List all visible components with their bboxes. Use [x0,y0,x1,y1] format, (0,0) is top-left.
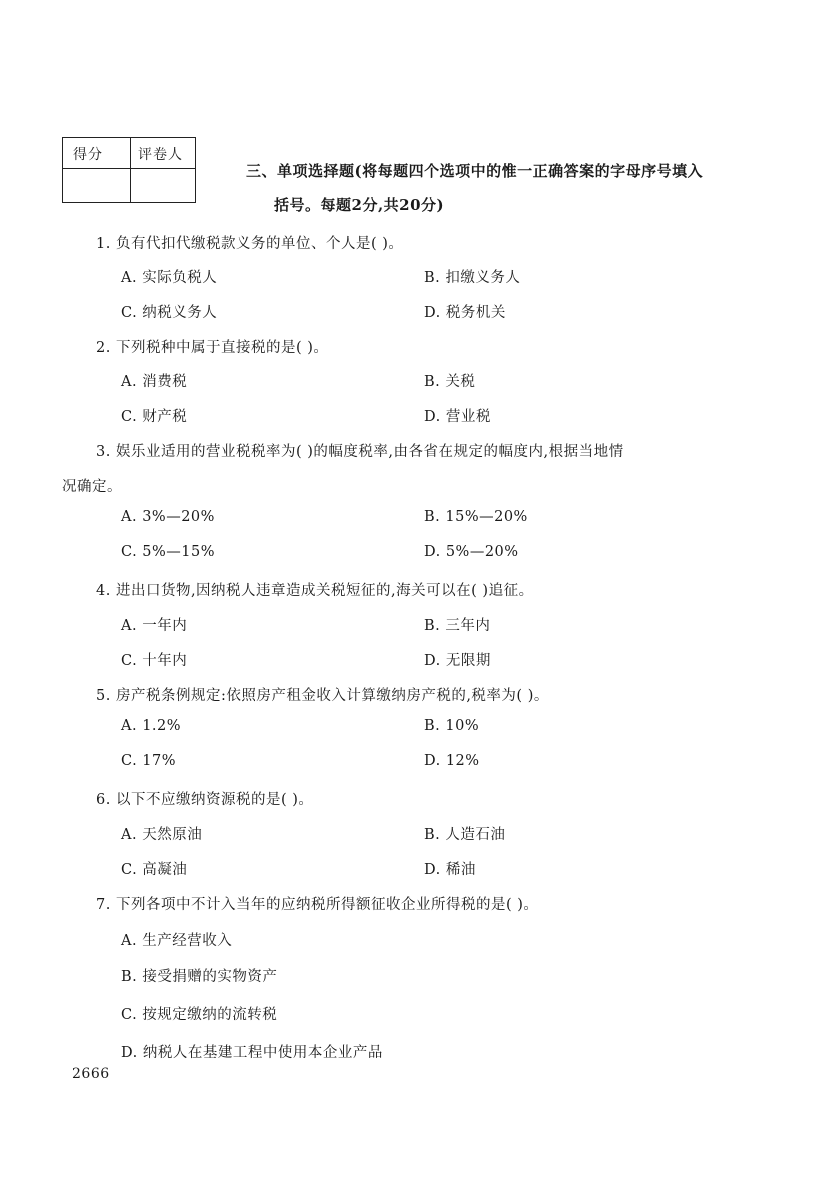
option-5a: A. 1.2% [121,718,182,734]
option-7d: D. 纳税人在基建工程中使用本企业产品 [121,1045,383,1061]
section-title: 三、单项选择题(将每题四个选项中的惟一正确答案的字母序号填入 [246,162,704,180]
score-label: 得分 [73,147,103,163]
option-7c: C. 按规定缴纳的流转税 [121,1007,278,1023]
score-box [62,137,196,203]
option-7b: B. 接受捐赠的实物资产 [121,969,278,985]
option-3d: D. 5%—20% [424,544,519,560]
option-3b: B. 15%—20% [424,509,528,525]
option-1c: C. 纳税义务人 [121,305,218,321]
option-2b: B. 关税 [424,374,476,390]
section-title-cont: 括号。每题2分,共20分) [274,196,445,214]
question-1: 1. 负有代扣代缴税款义务的单位、个人是( )。 [96,236,404,252]
question-4: 4. 进出口货物,因纳税人违章造成关税短征的,海关可以在( )追征。 [96,583,534,599]
option-3a: A. 3%—20% [121,509,215,525]
question-3: 3. 娱乐业适用的营业税税率为( )的幅度税率,由各省在规定的幅度内,根据当地情 [96,444,624,460]
question-3-cont: 况确定。 [62,479,122,495]
question-7: 7. 下列各项中不计入当年的应纳税所得额征收企业所得税的是( )。 [96,897,539,913]
option-1d: D. 税务机关 [424,305,506,321]
question-5: 5. 房产税条例规定:依照房产租金收入计算缴纳房产税的,税率为( )。 [96,688,549,704]
question-6: 6. 以下不应缴纳资源税的是( )。 [96,792,314,808]
option-6c: C. 高凝油 [121,862,188,878]
page-code: 2666 [72,1066,110,1082]
option-4b: B. 三年内 [424,618,491,634]
option-5c: C. 17% [121,753,177,769]
option-5b: B. 10% [424,718,480,734]
option-4a: A. 一年内 [121,618,188,634]
option-1a: A. 实际负税人 [121,270,218,286]
option-4c: C. 十年内 [121,653,188,669]
question-2: 2. 下列税种中属于直接税的是( )。 [96,340,329,356]
option-2d: D. 营业税 [424,409,491,425]
option-6a: A. 天然原油 [121,827,203,843]
option-3c: C. 5%—15% [121,544,216,560]
option-7a: A. 生产经营收入 [121,933,233,949]
score-box-divider-h [63,168,195,169]
option-6d: D. 稀油 [424,862,476,878]
score-box-divider-v [130,138,131,202]
option-1b: B. 扣缴义务人 [424,270,521,286]
option-6b: B. 人造石油 [424,827,506,843]
option-2c: C. 财产税 [121,409,188,425]
option-2a: A. 消费税 [121,374,188,390]
option-4d: D. 无限期 [424,653,491,669]
grader-label: 评卷人 [138,147,183,163]
option-5d: D. 12% [424,753,480,769]
